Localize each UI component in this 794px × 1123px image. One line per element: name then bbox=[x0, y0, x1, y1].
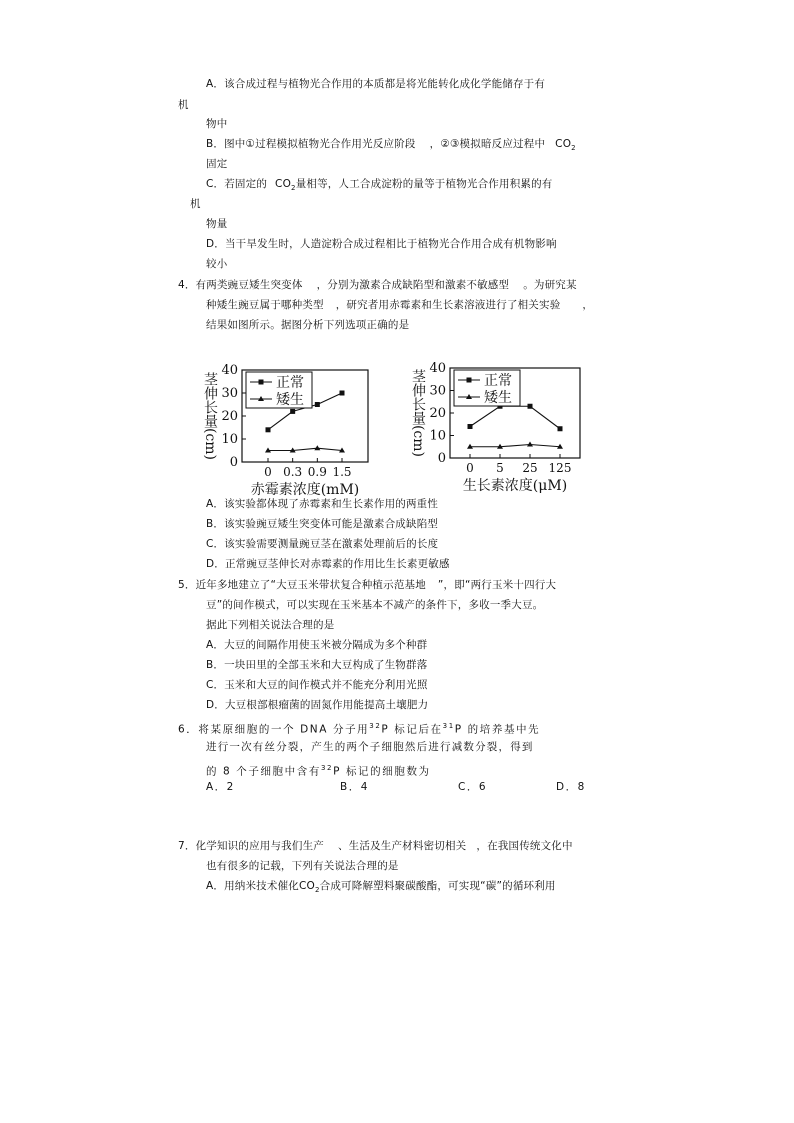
legend-marker-normal bbox=[467, 378, 472, 383]
series-point-normal bbox=[266, 427, 271, 432]
y-tick-label: 40 bbox=[429, 361, 446, 376]
x-tick-label: 0.9 bbox=[307, 465, 327, 479]
legend-marker-normal bbox=[259, 380, 264, 385]
q6-option-c: C．6 bbox=[458, 781, 488, 793]
y-tick-label: 20 bbox=[221, 409, 238, 424]
q3-option-c-cont: 物量 bbox=[206, 218, 228, 230]
q3-option-a-wrap: 机 bbox=[178, 99, 189, 111]
series-point-normal bbox=[468, 424, 473, 429]
q4-stem-1: 4．有两类豌豆矮生突变体 ，分别为激素合成缺陷型和激素不敏感型 。为研究某 bbox=[178, 279, 577, 291]
series-line-1 bbox=[268, 448, 342, 450]
legend-label: 矮生 bbox=[276, 392, 304, 408]
q3-option-a-cont: 物中 bbox=[206, 118, 228, 130]
series-point-normal bbox=[340, 391, 345, 396]
y-tick-label: 20 bbox=[429, 406, 446, 421]
q5-stem-1: 5．近年多地建立了“大豆玉米带状复合种植示范基地 ”，即“两行玉米十四行大 bbox=[178, 579, 557, 591]
q4-option-b: B．该实验豌豆矮生突变体可能是激素合成缺陷型 bbox=[206, 518, 439, 530]
q3-option-d-cont: 较小 bbox=[206, 258, 228, 270]
y-tick-label: 40 bbox=[221, 363, 238, 378]
x-tick-label: 0 bbox=[466, 461, 474, 475]
x-axis-label: 赤霉素浓度(mM) bbox=[250, 482, 360, 498]
q6-stem-2: 进行一次有丝分裂，产生的两个子细胞然后进行减数分裂，得到 bbox=[206, 741, 534, 753]
x-tick-label: 0.3 bbox=[283, 465, 303, 479]
x-axis-label: 生长素浓度(μM) bbox=[462, 478, 568, 494]
q7-stem-1: 7．化学知识的应用与我们生产 、生活及生产材料密切相关 ，在我国传统文化中 bbox=[178, 840, 573, 852]
y-tick-label: 30 bbox=[429, 383, 446, 399]
q6-option-d: D．8 bbox=[556, 781, 586, 793]
x-tick-label: 1.5 bbox=[332, 465, 352, 479]
series-line-1 bbox=[470, 445, 560, 447]
q6-stem-1: 6．将某原细胞的一个 DNA 分子用$^{32}$P 标记后在$^{31}$P 的培养基中先 bbox=[178, 722, 541, 736]
q4-stem-3: 结果如图所示。据图分析下列选项正确的是 bbox=[206, 319, 410, 331]
q3-option-c: C．若固定的 $CO_2$量相等，人工合成淀粉的量等于植物光合作用积累的有 bbox=[206, 178, 553, 193]
series-point-dwarf bbox=[314, 445, 320, 450]
q5-option-c: C．玉米和大豆的间作模式并不能充分利用光照 bbox=[206, 679, 428, 691]
auxin-chart bbox=[404, 356, 600, 498]
legend-label: 矮生 bbox=[484, 390, 512, 406]
q3-option-b: B．图中①过程模拟植物光合作用光反应阶段 ，②③模拟暗反应过程中 $CO_2$ bbox=[206, 138, 576, 153]
series-point-dwarf bbox=[527, 442, 533, 447]
legend-label: 正常 bbox=[276, 375, 304, 391]
q5-stem-3: 据此下列相关说法合理的是 bbox=[206, 619, 335, 631]
x-tick-label: 25 bbox=[522, 461, 538, 475]
q5-option-a: A．大豆的间隔作用使玉米被分隔成为多个种群 bbox=[206, 639, 428, 651]
q3-option-a: A．该合成过程与植物光合作用的本质都是将光能转化成化学能储存于有 bbox=[206, 78, 546, 90]
series-point-normal bbox=[558, 426, 563, 431]
q3-option-d: D．当干旱发生时，人造淀粉合成过程相比于植物光合作用合成有机物影响 bbox=[206, 238, 557, 250]
y-tick-label: 0 bbox=[437, 451, 446, 466]
q3-option-b-cont: 固定 bbox=[206, 158, 228, 170]
x-tick-label: 5 bbox=[496, 461, 504, 475]
q6-option-b: B．4 bbox=[340, 781, 369, 793]
y-axis-label: 茎伸长量(cm) bbox=[410, 368, 426, 458]
q4-option-d: D．正常豌豆茎伸长对赤霉素的作用比生长素更敏感 bbox=[206, 558, 450, 570]
series-point-normal bbox=[528, 404, 533, 409]
legend-label: 正常 bbox=[484, 373, 512, 389]
q7-option-a: A．用纳米技术催化$CO_2$合成可降解塑料聚碳酸酯，可实现“碳”的循环利用 bbox=[206, 880, 556, 895]
q4-option-a: A．该实验都体现了赤霉素和生长素作用的两重性 bbox=[206, 498, 439, 510]
y-tick-label: 10 bbox=[221, 432, 238, 447]
series-point-normal bbox=[290, 409, 295, 414]
q6-option-a: A．2 bbox=[206, 781, 235, 793]
series-point-normal bbox=[315, 402, 320, 407]
x-tick-label: 125 bbox=[548, 461, 572, 475]
y-tick-label: 10 bbox=[429, 428, 446, 444]
q5-stem-2: 豆”的间作模式，可以实现在玉米基本不减产的条件下，多收一季大豆。 bbox=[206, 599, 544, 611]
y-tick-label: 30 bbox=[221, 386, 238, 401]
x-tick-label: 0 bbox=[264, 465, 272, 479]
q3-option-c-wrap: 机 bbox=[190, 198, 201, 210]
q4-stem-2: 种矮生豌豆属于哪种类型 ，研究者用赤霉素和生长素溶液进行了相关实验 ， bbox=[206, 299, 594, 311]
y-tick-label: 0 bbox=[229, 455, 238, 470]
series-line-0 bbox=[470, 406, 560, 429]
q6-stem-3: 的 8 个子细胞中含有$^{32}$P 标记的细胞数为 bbox=[206, 764, 431, 778]
q5-option-d: D．大豆根部根瘤菌的固氮作用能提高土壤肥力 bbox=[206, 699, 429, 711]
q5-option-b: B．一块田里的全部玉米和大豆构成了生物群落 bbox=[206, 659, 428, 671]
y-axis-label: 茎伸长量(cm) bbox=[202, 371, 218, 461]
q4-option-c: C．该实验需要测量豌豆茎在激素处理前后的长度 bbox=[206, 538, 439, 550]
q7-stem-2: 也有很多的记载，下列有关说法合理的是 bbox=[206, 860, 399, 872]
gibberellin-chart bbox=[196, 356, 386, 498]
